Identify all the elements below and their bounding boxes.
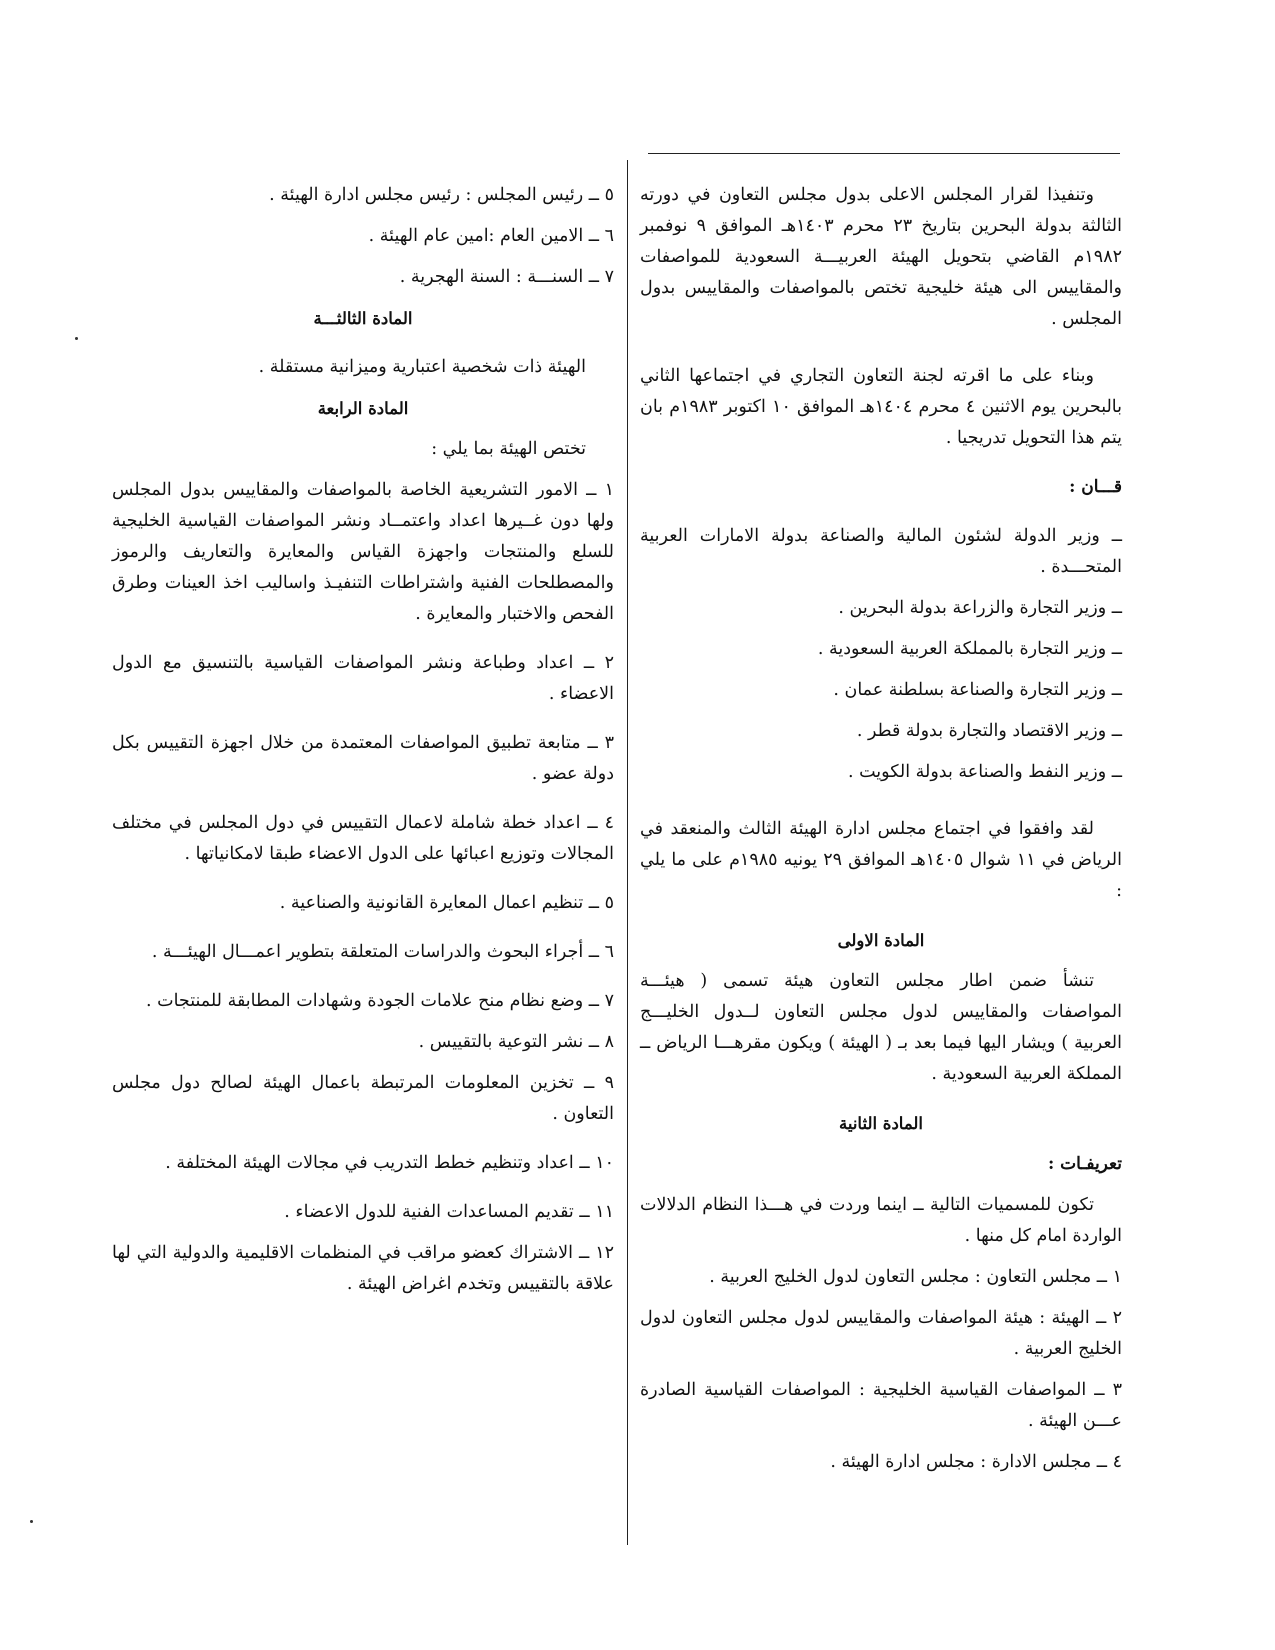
top-rule [648, 153, 1120, 154]
minister-item: ــ وزير التجارة بالمملكة العربية السعودية . [817, 639, 1122, 659]
article-4-item: ١٢ ــ الاشتراك كعضو مراقب في المنظمات الاقليمية والدولية التي لها علاقة بالتقييس وتخدم اغراض الهيئة . [112, 1243, 614, 1294]
definition-item: ٢ ــ الهيئة : هيئة المواصفات والمقاييس لدول مجلس التعاون لدول الخليج العربية . [640, 1308, 1122, 1359]
scan-speck [75, 337, 78, 340]
qaal-label: قـــان : [1069, 477, 1122, 497]
definition-item: ١ ــ مجلس التعاون : مجلس التعاون لدول الخليج العربية . [709, 1267, 1122, 1287]
definition-item: ٦ ــ الامين العام :امين عام الهيئة . [368, 226, 614, 246]
article-4-item: ٢ ــ اعداد وطباعة ونشر المواصفات القياسية بالتنسيق مع الدول الاعضاء . [112, 653, 614, 704]
definitions-label: تعريفـات : [1047, 1154, 1122, 1174]
article-4-item: ٥ ــ تنظيم اعمال المعايرة القانونية والصناعية . [279, 893, 614, 913]
article-4-title: المادة الرابعة [317, 399, 409, 418]
column-divider [627, 160, 628, 1545]
article-4-item: ٦ ــ أجراء البحوث والدراسات المتعلقة بتطوير اعمـــال الهيئـــة . [151, 942, 614, 962]
minister-item: ــ وزير الاقتصاد والتجارة بدولة قطر . [856, 721, 1122, 741]
minister-item: ــ وزير التجارة والزراعة بدولة البحرين . [838, 598, 1122, 618]
article-4-item: ١١ ــ تقديم المساعدات الفنية للدول الاعضاء . [284, 1202, 614, 1222]
article-1-text: تنشأ ضمن اطار مجلس التعاون هيئة تسمى ( هيئـــة المواصفات والمقاييس لدول مجلس التعاون لــدول الخليـــج العربية ) ويشار اليها فيما بعد بـ ( الهيئة ) ويكون مقرهـــا الرياض ــ المملكة العربية السعودية . [640, 971, 1122, 1084]
article-4-item: ٣ ــ متابعة تطبيق المواصفات المعتمدة من خلال اجهزة التقييس بكل دولة عضو . [112, 733, 614, 784]
article-4-item: ٨ ــ نشر التوعية بالتقييس . [418, 1032, 614, 1052]
definitions-intro: تكون للمسميات التالية ــ اينما وردت في هـــذا النظام الدلالات الواردة امام كل منها . [640, 1195, 1122, 1246]
definition-item: ٤ ــ مجلس الادارة : مجلس ادارة الهيئة . [830, 1452, 1122, 1472]
article-3-title: المادة الثالثـــة [313, 309, 413, 328]
right-column [640, 180, 1122, 1478]
definition-item: ٧ ــ السنـــة : السنة الهجرية . [399, 267, 614, 287]
article-2-title: المادة الثانية [839, 1114, 923, 1133]
definition-item: ٥ ــ رئيس المجلس : رئيس مجلس ادارة الهيئة . [269, 185, 614, 205]
article-3-text: الهيئة ذات شخصية اعتبارية وميزانية مستقلة . [258, 357, 586, 377]
minister-item: ــ وزير النفط والصناعة بدولة الكويت . [848, 762, 1122, 782]
minister-item: ــ وزير التجارة والصناعة بسلطنة عمان . [833, 680, 1122, 700]
minister-item: ــ وزير الدولة لشئون المالية والصناعة بدولة الامارات العربية المتحـــدة . [640, 526, 1122, 577]
preamble-paragraph: وبناء على ما اقرته لجنة التعاون التجاري في اجتماعها الثاني بالبحرين يوم الاثنين ٤ محرم ١٤٠٤هـ الموافق ١٠ اكتوبر ١٩٨٣م بان يتم هذا التحويل تدريجيا . [640, 366, 1123, 448]
article-4-item: ٩ ــ تخزين المعلومات المرتبطة باعمال الهيئة لصالح دول مجلس التعاون . [112, 1073, 614, 1124]
left-column [112, 180, 614, 1300]
preamble-paragraph: وتنفيذا لقرار المجلس الاعلى بدول مجلس التعاون في دورته الثالثة بدولة البحرين بتاريخ ٢٣ محرم ١٤٠٣هـ الموافق ٩ نوفمبر ١٩٨٢م القاضي بتحويل الهيئة العربيـــة السعودية للمواصفات والمقاييس الى هيئة خليجية تختص بالمواصفات والمقاييس بدول المجلس . [640, 185, 1123, 329]
article-4-intro: تختص الهيئة بما يلي : [431, 439, 586, 459]
article-1-title: المادة الاولى [837, 931, 925, 950]
article-4-item: ٤ ــ اعداد خطة شاملة لاعمال التقييس في دول المجلس في مختلف المجالات وتوزيع اعبائها على الدول الاعضاء طبقا لامكانياتها . [112, 813, 614, 864]
agreement-paragraph: لقد وافقوا في اجتماع مجلس ادارة الهيئة الثالث والمنعقد في الرياض في ١١ شوال ١٤٠٥هـ الموافق ٢٩ يونيه ١٩٨٥م على ما يلي : [640, 819, 1123, 901]
article-4-item: ٧ ــ وضع نظام منح علامات الجودة وشهادات المطابقة للمنتجات . [145, 991, 614, 1011]
article-4-item: ١٠ ــ اعداد وتنظيم خطط التدريب في مجالات الهيئة المختلفة . [165, 1153, 614, 1173]
scan-speck [30, 1520, 33, 1523]
article-4-item: ١ ــ الامور التشريعية الخاصة بالمواصفات والمقاييس بدول المجلس ولها دون غــيرها اعداد واعتمــاد ونشر المواصفات القياسية الخليجية للسلع والمنتجات واجهزة القياس والمعايرة والتعاريف والرموز والمصطلحات الفنية واشتراطات التنفيـذ واساليب اخذ العينات وطرق الفحص والاختبار والمعايرة . [112, 480, 614, 624]
definition-item: ٣ ــ المواصفات القياسية الخليجية : المواصفات القياسية الصادرة عـــن الهيئة . [640, 1380, 1122, 1431]
